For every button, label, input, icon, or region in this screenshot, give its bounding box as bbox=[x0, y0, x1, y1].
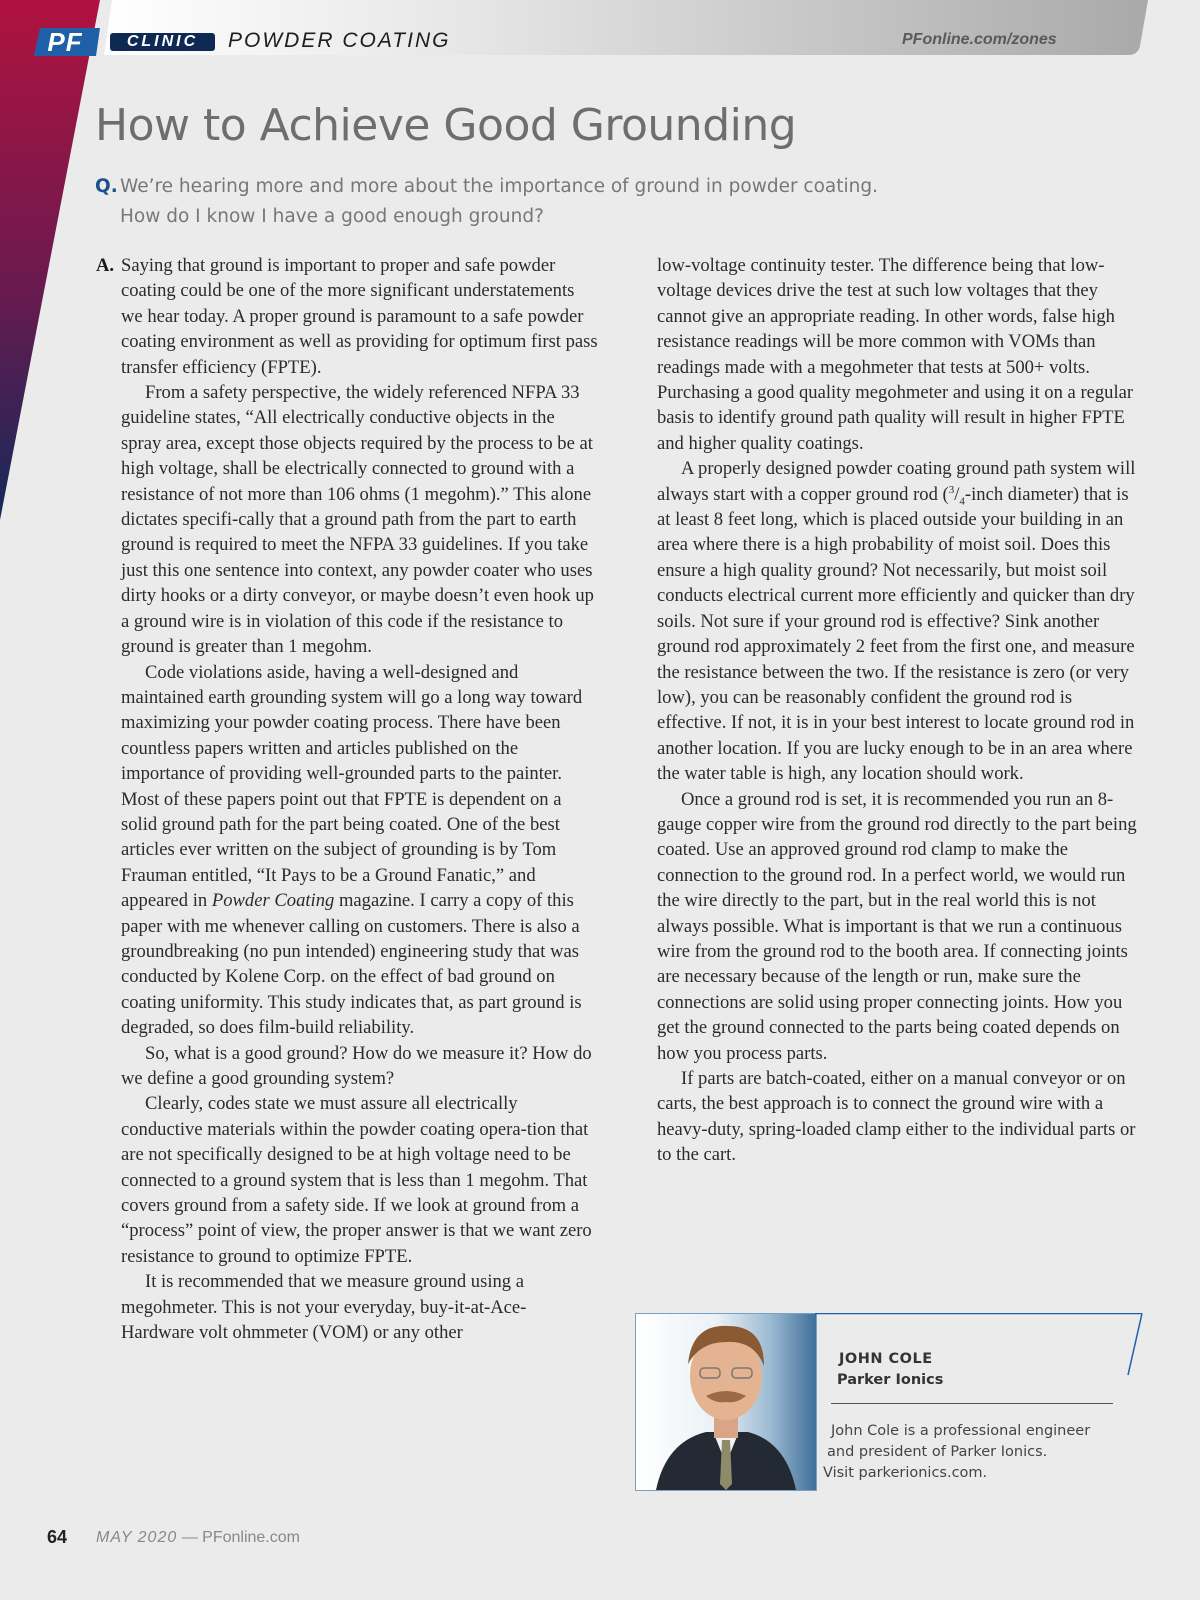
body-text: Code violations aside, having a well-designed and maintained earth grounding system will go a long way toward maximizing your powder coating process. There have been countless papers written and articles published on the importance of providing well-grounded parts to the painter. Most of these papers point out that FPTE is dependent on a solid ground path for the part being coated. One of the best articles ever written on the subject of grounding is by Tom Frauman entitled, “It Pays to be a Ground Fanatic,” and appeared in bbox=[121, 661, 583, 912]
fraction-numerator: 3 bbox=[948, 483, 955, 496]
header-url[interactable]: PFonline.com/zones bbox=[902, 31, 1057, 48]
body-paragraph bbox=[657, 456, 1141, 786]
fraction-denominator: 4 bbox=[959, 495, 965, 508]
left-accent-stripe bbox=[0, 0, 110, 560]
body-text: A properly designed powder coating ground path system will always start with a copper ground rod ( bbox=[657, 458, 1136, 505]
question-marker: Q. bbox=[95, 176, 118, 197]
author-company: Parker Ionics bbox=[837, 1372, 944, 1388]
body-paragraph: Once a ground rod is set, it is recommended you run an 8-gauge copper wire from the ground rod directly to the part being coated. Use an approved ground rod clamp to make the connection to the ground rod. In a perfect world, we would run the wire directly to the part, but in the real world this is not always possible. What is important is that we run a continuous wire from the ground rod to the booth area. If connecting joints are necessary because of the length or run, make sure the connections are solid using proper connecting joints. How you get the ground connected to the parts being coated depends on how you process parts. bbox=[657, 788, 1137, 1064]
question-line: We’re hearing more and more about the importance of ground in powder coating. bbox=[120, 176, 879, 197]
body-paragraph: low-voltage continuity tester. The difference being that low-voltage devices drive the test at such low voltages that they cannot give an appropriate reading. In other words, false high resistance readings will be more common with VOMs than readings made with a megohmeter that tests at 500+ volts. Purchasing a good quality megohmeter and using it on a regular basis to identify ground path quality will result in higher FPTE and higher quality coatings. bbox=[657, 255, 1134, 454]
body-paragraph: So, what is a good ground? How do we measure it? How do we define a good grounding system? bbox=[121, 1042, 592, 1089]
article-column-left bbox=[96, 253, 598, 1345]
footer-site[interactable]: PFonline.com bbox=[202, 1529, 300, 1546]
issue-date: MAY 2020 bbox=[96, 1529, 178, 1546]
article-title: How to Achieve Good Grounding bbox=[95, 100, 797, 151]
author-portrait-icon bbox=[636, 1314, 816, 1490]
author-name: JOHN COLE bbox=[839, 1351, 933, 1367]
author-box bbox=[635, 1313, 1145, 1493]
footer-issue bbox=[96, 1529, 300, 1547]
brand-logo: PF bbox=[47, 27, 83, 57]
magazine-title: Powder Coating bbox=[211, 890, 335, 912]
fraction-slash: / bbox=[954, 483, 960, 505]
footer-separator: — bbox=[181, 1529, 198, 1546]
question-block bbox=[95, 172, 895, 232]
author-bio bbox=[823, 1421, 1113, 1484]
body-paragraph: Saying that ground is important to proper and safe powder coating could be one of the more significant understatements we hear today. A proper ground is paramount to a safe powder coating environment as well as providing for optimum first pass transfer efficiency (FPTE). bbox=[121, 255, 598, 378]
body-paragraph bbox=[96, 660, 598, 1041]
body-text: magazine. I carry a copy of this paper with me whenever calling on customers. There is also a groundbreaking (no pun intended) engineering study that was conducted by Kolene Corp. on the effect of bad ground on coating uniformity. This study indicates that, as part ground is degraded, so does film-build reliability. bbox=[121, 890, 582, 1039]
author-photo bbox=[635, 1313, 817, 1491]
body-paragraph: Clearly, codes state we must assure all electrically conductive materials within the powder coating opera-tion that are not specifically designed to be at high voltage need to be connected to a ground system that is less than 1 megohm. That covers ground from a safety side. If we look at ground from a “process” point of view, the proper answer is that we want zero resistance to ground to optimize FPTE. bbox=[121, 1093, 592, 1267]
article-column-right bbox=[657, 253, 1141, 1168]
section-label: POWDER COATING bbox=[228, 29, 451, 52]
header-bar bbox=[0, 0, 1200, 60]
answer-marker: A. bbox=[96, 255, 115, 276]
author-bio-line: Visit parkerionics.com. bbox=[823, 1465, 988, 1481]
author-divider bbox=[831, 1403, 1113, 1404]
author-bio-line: and president of Parker Ionics. bbox=[827, 1444, 1048, 1460]
clinic-badge: CLINIC bbox=[110, 33, 215, 51]
body-text: -inch diameter) that is at least 8 feet long, which is placed outside your building in an area where there is a high probability of moist soil. Does this ensure a high quality ground? Not necessarily, but moist soil conducts electrical current more efficiently and quicker than dry soils. Not sure if your ground rod is effective? Sink another ground rod approximately 2 feet from the first one, and measure the resistance between the two. If the resistance is zero (or very low), you can be reasonably confident the ground rod is effective. If not, it is in your best interest to locate ground rod in another location. If you are lucky enough to be in an area where the water table is high, any location should work. bbox=[657, 483, 1135, 785]
body-paragraph: If parts are batch-coated, either on a manual conveyor or on carts, the best approach is to connect the ground wire with a heavy-duty, spring-loaded clamp either to the individual parts or to the cart. bbox=[657, 1068, 1136, 1166]
page-number: 64 bbox=[47, 1527, 68, 1547]
question-line: How do I know I have a good enough ground? bbox=[120, 206, 544, 227]
body-paragraph: From a safety perspective, the widely referenced NFPA 33 guideline states, “All electrically conductive objects in the spray area, except those objects required by the process to be at high voltage, shall be electrically connected to ground with a resistance of not more than 106 ohms (1 megohm).” This alone dictates specifi-cally that a ground path from the part to earth ground is required to meet the NFPA 33 guidelines. If you take just this one sentence into context, any powder coater who uses dirty hooks or a dirty conveyor, or maybe doesn’t even hook up a ground wire is in violation of this code if the resistance to ground is greater than 1 megohm. bbox=[121, 382, 594, 658]
body-paragraph: It is recommended that we measure ground using a megohmeter. This is not your everyday, buy-it-at-Ace-Hardware volt ohmmeter (VOM) or any other bbox=[121, 1271, 527, 1344]
author-bio-line: John Cole is a professional engineer bbox=[831, 1423, 1091, 1439]
